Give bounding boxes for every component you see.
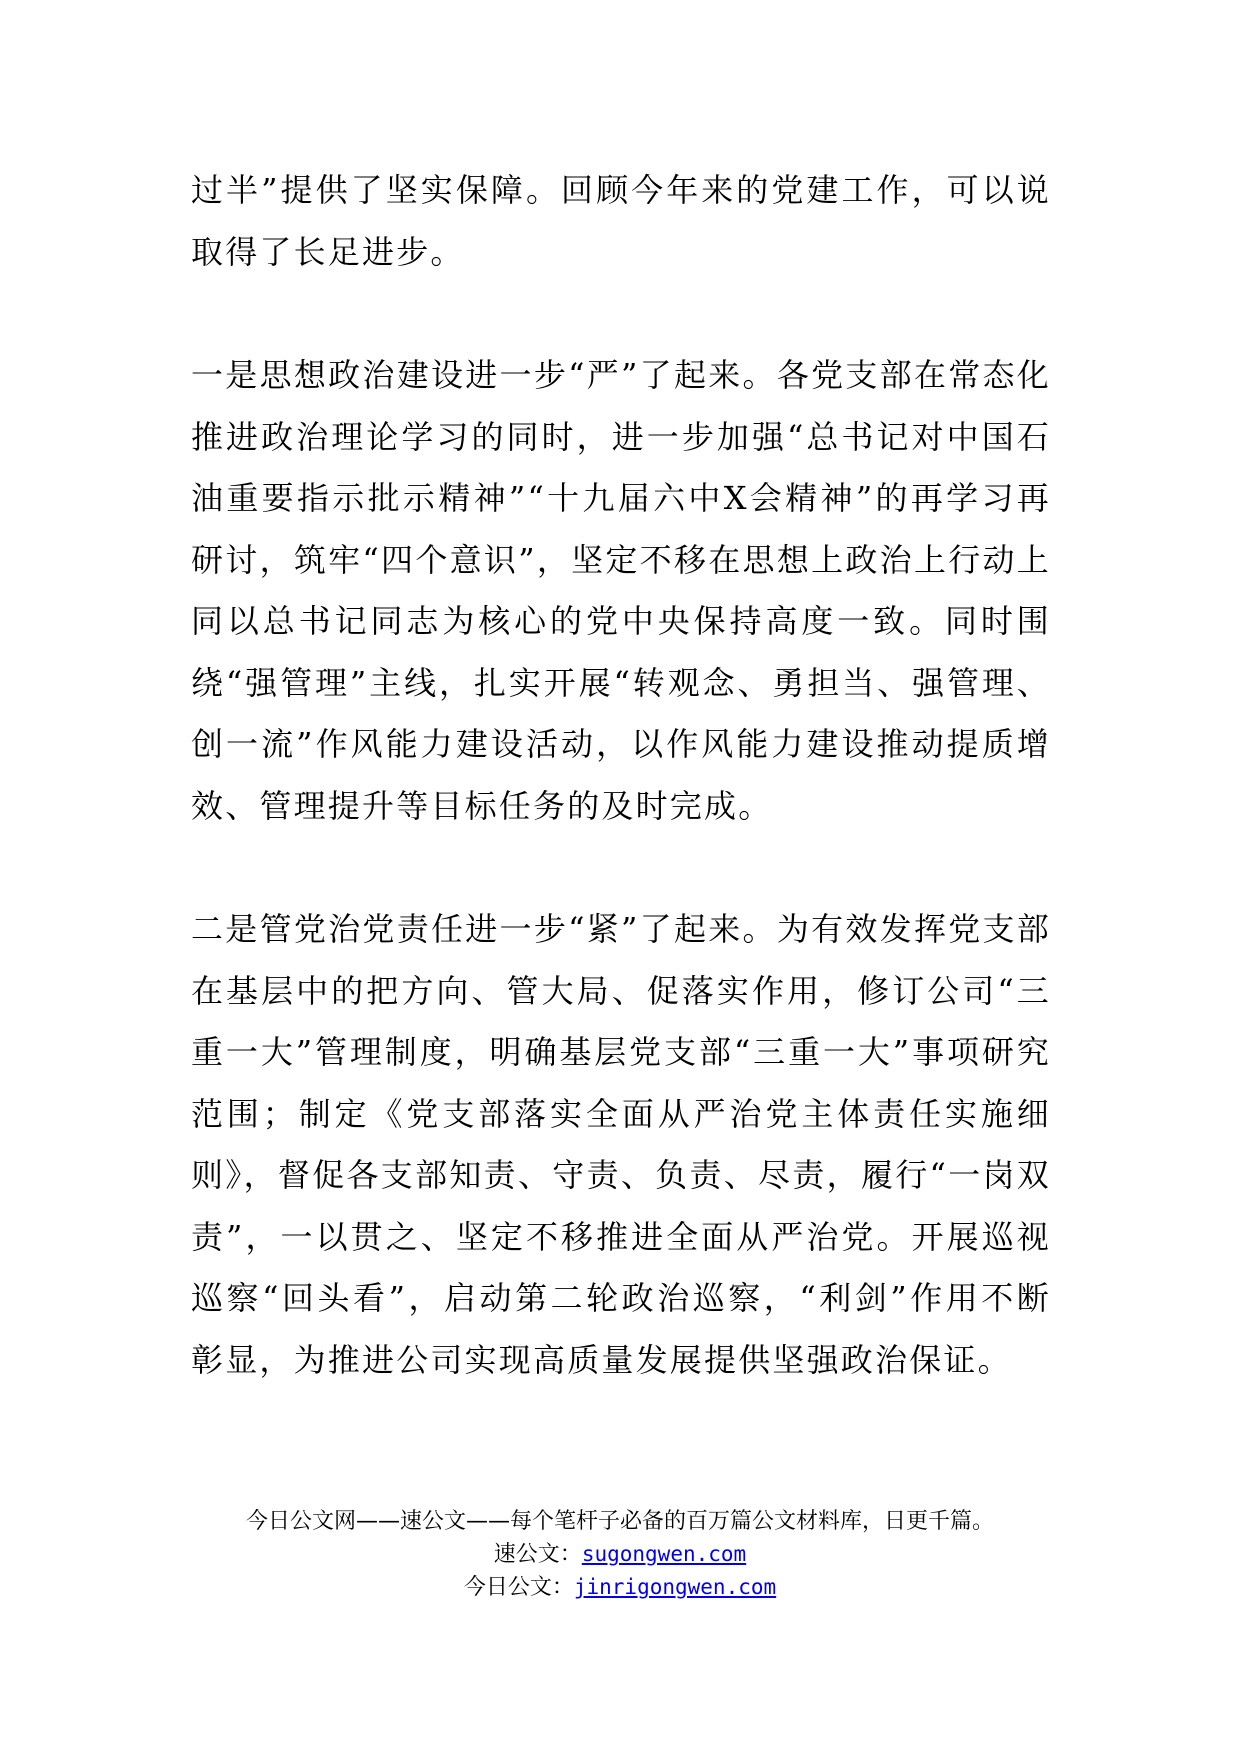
footer-line-jinrigongwen <box>0 1571 1240 1604</box>
paragraph-2: 一是思想政治建设进一步“严”了起来。各党支部在常态化推进政治理论学习的同时，进一步加强“总书记对中国石油重要指示批示精神”“十九届六中X会精神”的再学习再研讨，筑牢“四个意识”，坚定不移在思想上政治上行动上同以总书记同志为核心的党中央保持高度一致。同时围绕“强管理”主线，扎实开展“转观念、勇担当、强管理、创一流”作风能力建设活动，以作风能力建设推动提质增效、管理提升等目标任务的及时完成。 <box>191 356 1051 825</box>
footer <box>0 1505 1240 1604</box>
paragraph-1: 过半”提供了坚实保障。回顾今年来的党建工作，可以说取得了长足进步。 <box>191 171 1051 271</box>
footer-tagline: 今日公文网——速公文——每个笔杆子必备的百万篇公文材料库，日更千篇。 <box>245 1509 994 1534</box>
sugongwen-link[interactable]: sugongwen.com <box>581 1542 747 1566</box>
document-body <box>191 160 1051 1391</box>
footer-sugongwen-label: 速公文： <box>493 1542 582 1567</box>
paragraph-3: 二是管党治党责任进一步“紧”了起来。为有效发挥党支部在基层中的把方向、管大局、促落实作用，修订公司“三重一大”管理制度，明确基层党支部“三重一大”事项研究范围；制定《党支部落实全面从严治党主体责任实施细则》，督促各支部知责、守责、负责、尽责，履行“一岗双责”，一以贯之、坚定不移推进全面从严治党。开展巡视巡察“回头看”，启动第二轮政治巡察，“利剑”作用不断彰显，为推进公司实现高质量发展提供坚强政治保证。 <box>191 910 1051 1379</box>
footer-line-sugongwen <box>0 1538 1240 1571</box>
jinrigongwen-link[interactable]: jinrigongwen.com <box>573 1575 777 1599</box>
footer-jinrigongwen-label: 今日公文： <box>463 1575 574 1600</box>
